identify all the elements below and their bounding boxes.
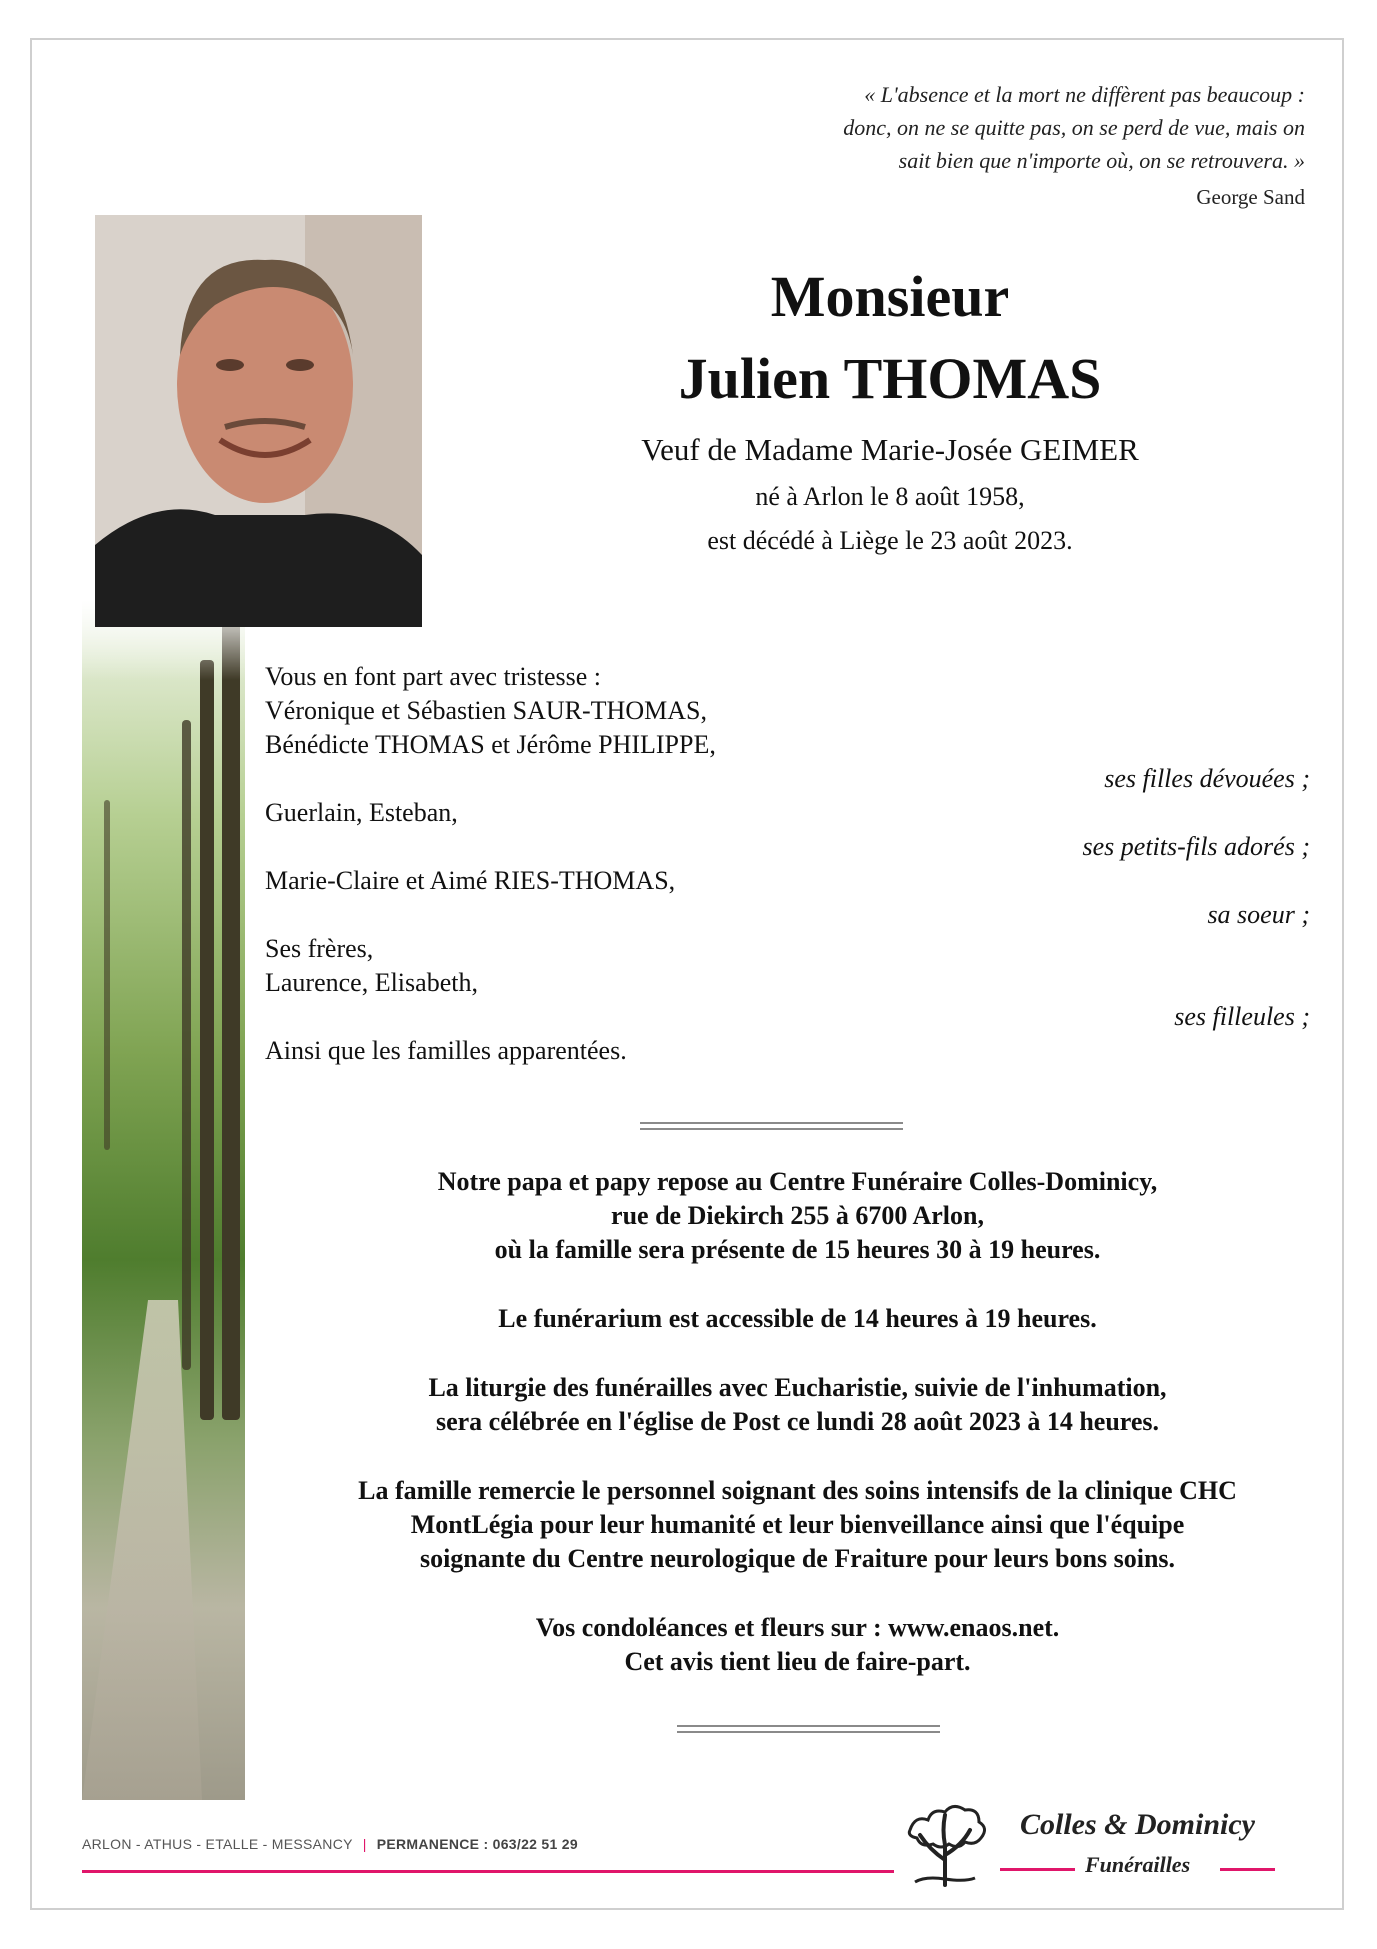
deceased-heading	[540, 262, 1240, 556]
funeral-home-logo	[890, 1790, 1310, 1890]
double-rule-divider	[640, 1122, 903, 1130]
info-line: où la famille sera présente de 15 heures 30 à 19 heures.	[494, 1235, 1101, 1264]
info-line: Vos condoléances et fleurs sur : www.enaos.net.	[535, 1613, 1060, 1642]
family-name: Véronique et Sébastien SAUR-THOMAS,	[265, 696, 707, 725]
footer-separator: |	[362, 1836, 367, 1852]
quote-line: « L'absence et la mort ne diffèrent pas beaucoup :	[864, 82, 1305, 107]
family-name: Marie-Claire et Aimé RIES-THOMAS,	[265, 866, 676, 895]
info-line: La famille remercie le personnel soignant des soins intensifs de la clinique CHC	[358, 1476, 1237, 1505]
tree-icon	[890, 1790, 1000, 1890]
quote-line: donc, on ne se quitte pas, on se perd de vue, mais on	[843, 115, 1305, 140]
family-announcement	[265, 660, 1310, 1068]
info-paragraph	[270, 1611, 1325, 1679]
family-relation: ses filles dévouées ;	[1104, 764, 1310, 793]
footer-permanence: PERMANENCE : 063/22 51 29	[376, 1836, 578, 1852]
info-line: Le funérarium est accessible de 14 heures à 19 heures.	[498, 1304, 1097, 1333]
family-relation: ses filleules ;	[1174, 1002, 1310, 1031]
info-paragraph	[270, 1165, 1325, 1267]
quote-author: George Sand	[1196, 185, 1305, 209]
info-paragraph	[270, 1302, 1325, 1336]
brand-name: Colles & Dominicy	[1020, 1808, 1255, 1841]
portrait-photo	[95, 215, 422, 627]
family-name: Bénédicte THOMAS et Jérôme PHILIPPE,	[265, 730, 716, 759]
brand-accent-line	[1000, 1868, 1075, 1871]
double-rule-divider	[677, 1725, 940, 1733]
footer-contact	[82, 1836, 578, 1852]
forest-path-image	[82, 600, 245, 1800]
quote-line: sait bien que n'importe où, on se retrouvera. »	[898, 148, 1305, 173]
family-name: Guerlain, Esteban,	[265, 798, 458, 827]
footer-accent-line	[82, 1870, 894, 1873]
info-paragraph	[270, 1371, 1325, 1439]
brand-subtitle: Funérailles	[1085, 1852, 1191, 1877]
family-closing: Ainsi que les familles apparentées.	[265, 1036, 627, 1065]
info-line: MontLégia pour leur humanité et leur bienveillance ainsi que l'équipe	[410, 1510, 1185, 1539]
brand-accent-line	[1220, 1868, 1275, 1871]
info-line: rue de Diekirch 255 à 6700 Arlon,	[611, 1201, 984, 1230]
info-line: Cet avis tient lieu de faire-part.	[624, 1647, 971, 1676]
info-paragraph	[270, 1474, 1325, 1576]
info-line: sera célébrée en l'église de Post ce lundi 28 août 2023 à 14 heures.	[435, 1407, 1160, 1436]
family-name: Laurence, Elisabeth,	[265, 968, 478, 997]
family-intro: Vous en font part avec tristesse :	[265, 662, 601, 691]
honorific: Monsieur	[770, 264, 1010, 329]
deceased-name: Julien THOMAS	[678, 346, 1102, 411]
info-line: La liturgie des funérailles avec Eucharistie, suivie de l'inhumation,	[428, 1373, 1167, 1402]
funeral-information	[270, 1165, 1325, 1714]
epigraph-quote	[685, 78, 1305, 177]
death-line: est décédé à Liège le 23 août 2023.	[707, 526, 1073, 555]
family-relation: ses petits-fils adorés ;	[1082, 832, 1310, 861]
info-line: soignante du Centre neurologique de Fraiture pour leurs bons soins.	[419, 1544, 1176, 1573]
family-relation: sa soeur ;	[1207, 900, 1310, 929]
spouse-line: Veuf de Madame Marie-Josée GEIMER	[641, 432, 1139, 467]
family-name: Ses frères,	[265, 934, 374, 963]
footer-locations: ARLON - ATHUS - ETALLE - MESSANCY	[82, 1836, 353, 1852]
info-line: Notre papa et papy repose au Centre Funéraire Colles-Dominicy,	[437, 1167, 1158, 1196]
birth-line: né à Arlon le 8 août 1958,	[755, 482, 1025, 511]
